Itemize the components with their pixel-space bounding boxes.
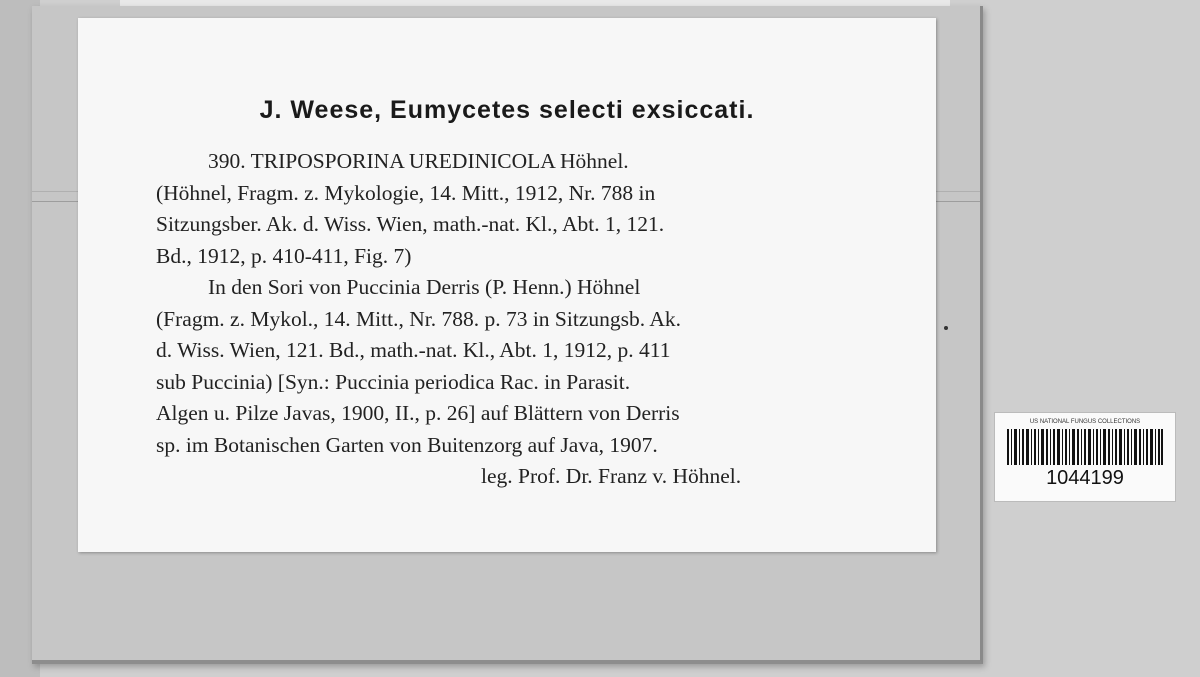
label-line: Algen u. Pilze Javas, 1900, II., p. 26] auf Blättern von Derris bbox=[156, 401, 680, 425]
label-line: 390. TRIPOSPORINA UREDINICOLA Höhnel. bbox=[208, 149, 629, 173]
label-line: sub Puccinia) [Syn.: Puccinia periodica Rac. in Parasit. bbox=[156, 369, 631, 394]
speck bbox=[944, 326, 948, 330]
barcode-caption: US NATIONAL FUNGUS COLLECTIONS bbox=[1029, 419, 1141, 425]
label-line: leg. Prof. Dr. Franz v. Höhnel. bbox=[481, 464, 742, 488]
barcode-label bbox=[994, 412, 1176, 502]
label-line: (Fragm. z. Mykol., 14. Mitt., Nr. 788. p. 73 in Sitzungsb. Ak. bbox=[156, 306, 681, 331]
label-line: (Höhnel, Fragm. z. Mykologie, 14. Mitt., 1912, Nr. 788 in bbox=[156, 180, 656, 205]
label-title: J. Weese, Eumycetes selecti exsiccati. bbox=[259, 96, 755, 124]
barcode-icon bbox=[1007, 429, 1163, 465]
herbarium-label bbox=[78, 18, 936, 552]
label-line: sp. im Botanischen Garten von Buitenzorg auf Java, 1907. bbox=[156, 432, 658, 457]
label-line: In den Sori von Puccinia Derris (P. Henn.) Höhnel bbox=[208, 275, 641, 299]
label-line: Sitzungsber. Ak. d. Wiss. Wien, math.-nat. Kl., Abt. 1, 121. bbox=[156, 212, 665, 236]
barcode-number: 1044199 bbox=[1046, 467, 1124, 489]
label-line: Bd., 1912, p. 410-411, Fig. 7) bbox=[156, 243, 412, 268]
label-text bbox=[156, 146, 836, 493]
label-line: d. Wiss. Wien, 121. Bd., math.-nat. Kl., Abt. 1, 1912, p. 411 bbox=[156, 338, 671, 362]
